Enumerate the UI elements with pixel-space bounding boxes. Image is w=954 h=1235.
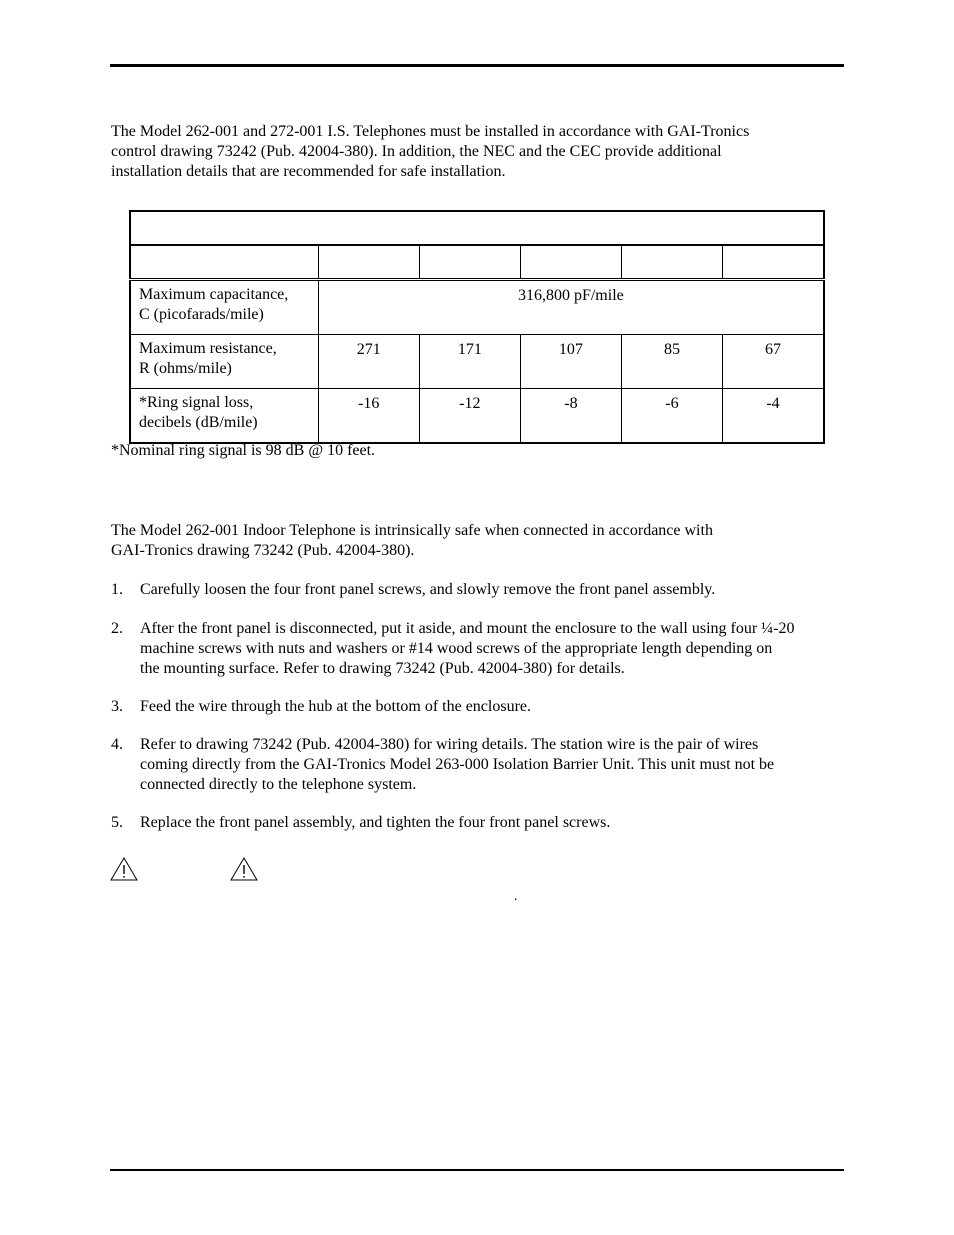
- warning-triangle-icon: [110, 857, 138, 881]
- header-cell: [419, 245, 520, 280]
- step-number: 4.: [111, 736, 123, 753]
- header-cell: [130, 245, 318, 280]
- table-cell: 171: [419, 335, 520, 389]
- table-cell: -4: [722, 389, 824, 444]
- step-number: 3.: [111, 698, 123, 715]
- row-label: Maximum resistance, R (ohms/mile): [130, 335, 318, 389]
- header-cell: [520, 245, 621, 280]
- indoor-paragraph: The Model 262-001 Indoor Telephone is intrinsically safe when connected in accordance with GAI-Tronics drawing 73242 (Pub. 42004-380).: [111, 522, 713, 559]
- capacitance-value: 316,800 pF/mile: [318, 280, 824, 335]
- table-cell: 107: [520, 335, 621, 389]
- table-row: [130, 280, 824, 335]
- step-text: After the front panel is disconnected, put it aside, and mount the enclosure to the wall using four ¼-20 machine screws with nuts and washers or #14 wood screws of the appropriate length depending on the mounting surface. Refer to drawing 73242 (Pub. 42004-380) for details.: [140, 620, 795, 677]
- table-cell: -6: [621, 389, 722, 444]
- intro-paragraph: The Model 262-001 and 272-001 I.S. Telephones must be installed in accordance with GAI-Tronics control drawing 73242 (Pub. 42004-380). In addition, the NEC and the CEC provide additional installation details that are recommended for safe installation.: [111, 123, 750, 180]
- table-row: [130, 389, 824, 444]
- header-cell: [621, 245, 722, 280]
- table-footnote: *Nominal ring signal is 98 dB @ 10 feet.: [111, 442, 376, 459]
- table-cell: 67: [722, 335, 824, 389]
- table-title-row: [130, 211, 824, 245]
- table-cell: -12: [419, 389, 520, 444]
- header-cell: [318, 245, 419, 280]
- step-number: 1.: [111, 581, 123, 598]
- warning-triangle-icon: [230, 857, 258, 881]
- table-row: [130, 335, 824, 389]
- table-cell: 271: [318, 335, 419, 389]
- table-cell: -8: [520, 389, 621, 444]
- step-number: 5.: [111, 814, 123, 831]
- row-label: *Ring signal loss, decibels (dB/mile): [130, 389, 318, 444]
- table-cell: 85: [621, 335, 722, 389]
- table-header-row: [130, 245, 824, 280]
- footer-rule: [110, 1169, 844, 1171]
- table-title-cell: [130, 211, 824, 245]
- row-label: Maximum capacitance, C (picofarads/mile): [130, 280, 318, 335]
- stray-mark: .: [514, 889, 518, 904]
- step-number: 2.: [111, 620, 123, 637]
- header-cell: [722, 245, 824, 280]
- step-text: Refer to drawing 73242 (Pub. 42004-380) for wiring details. The station wire is the pair of wires coming directly from the GAI-Tronics Model 263-000 Isolation Barrier Unit. This unit must not be connected directly to the telephone system.: [140, 736, 775, 793]
- header-rule: [110, 64, 844, 67]
- step-text: Feed the wire through the hub at the bottom of the enclosure.: [140, 698, 532, 715]
- step-text: Carefully loosen the four front panel screws, and slowly remove the front panel assembly.: [140, 581, 716, 598]
- cable-parameters-table: [129, 210, 825, 444]
- step-text: Replace the front panel assembly, and tighten the four front panel screws.: [140, 814, 611, 831]
- table-cell: -16: [318, 389, 419, 444]
